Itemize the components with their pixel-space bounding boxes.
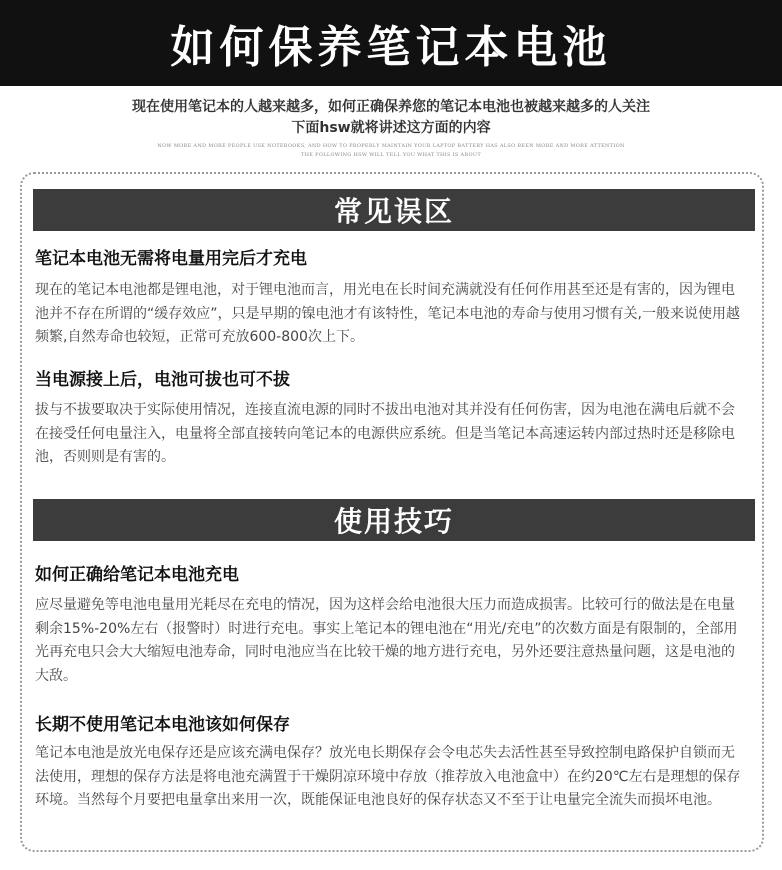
heading-no-need-to-drain: 笔记本电池无需将电量用完后才充电 [35,249,307,269]
paragraph-plug-or-unplug: 拔与不拔要取决于实际使用情况，连接直流电源的同时不拔出电池对其并没有任何伤害，因为电池在满电后就不会在接受任何电量注入，电量将全部直接转向笔记本的电源供应系统。但是当笔记本高速运转内部过热时还是移除电池，否则则是有害的。 [35,402,735,465]
heading-long-term-storage: 长期不使用笔记本电池该如何保存 [35,715,290,735]
intro-line-2: 下面hsw就将讲述这方面的内容 [291,120,491,136]
intro-english-line-1: NOW MORE AND MORE PEOPLE USE NOTEBOOKS, AND HOW TO PROPERLY MAINTAIN YOUR LAPTOP BATTERY HAS ALSO BEEN MORE AND MORE ATTENTION [157,143,625,149]
paragraph-no-need-to-drain: 现在的笔记本电池都是锂电池，对于锂电池而言，用光电在长时间充满就没有任何作用甚至还是有害的，因为锂电池并不存在所谓的“缓存效应”，只是早期的镍电池才有该特性，笔记本电池的寿命与使用习惯有关,一般来说使用越频繁,自然寿命也较短，正常可充放600-800次上下。 [35,282,740,345]
intro-english-line-2: THE FOLLOWING HSW WILL TELL YOU WHAT THIS IS ABOUT [300,152,482,158]
intro-text [0,97,782,139]
paragraph-how-to-charge: 应尽量避免等电池电量用光耗尽在充电的情况，因为这样会给电池很大压力而造成损害。比较可行的做法是在电量剩余15%-20%左右（报警时）时进行充电。事实上笔记本的锂电池在“用光/充电”的次数方面是有限制的，全部用光再充电只会大大缩短电池寿命，同时电池应当在比较干燥的地方进行充电，另外还要注意热量问题，这是电池的大敌。 [35,597,738,684]
heading-how-to-charge: 如何正确给笔记本电池充电 [35,565,239,585]
intro-line-1: 现在使用笔记本的人越来越多，如何正确保养您的笔记本电池也被越来越多的人关注 [132,99,650,115]
heading-plug-or-unplug: 当电源接上后，电池可拔也可不拔 [35,370,290,390]
intro-english-text [0,142,782,160]
section-title-misconceptions: 常见误区 [33,189,755,231]
section-title-tips: 使用技巧 [33,499,755,541]
paragraph-long-term-storage: 笔记本电池是放光电保存还是应该充满电保存？放光电长期保存会令电芯失去活性甚至导致控制电路保护自锁而无法使用，理想的保存方法是将电池充满置于干燥阴凉环境中存放（推荐放入电池盒中）在约20℃左右是理想的保存环境。当然每个月要把电量拿出来用一次，既能保证电池良好的保存状态又不至于让电量完全流失而损坏电池。 [35,745,741,808]
banner-title: 如何保养笔记本电池 [0,0,782,86]
